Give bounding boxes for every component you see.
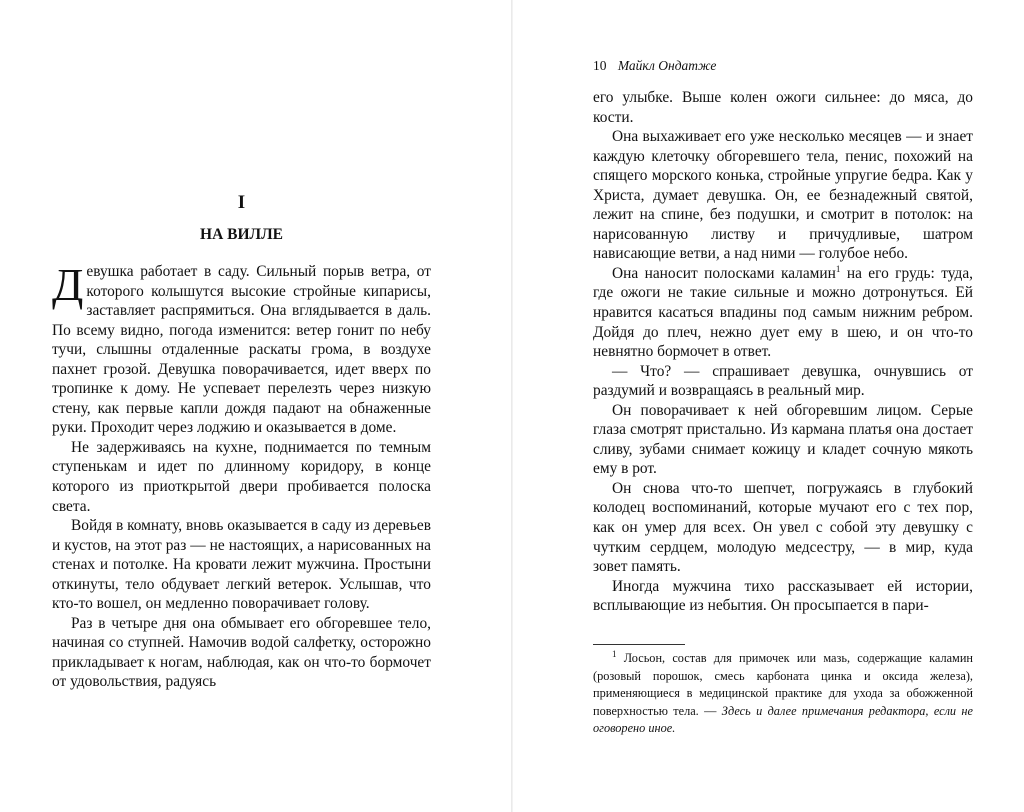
paragraph: Она выхаживает его уже несколько месяцев — и знает каждую клеточку обгоревшего тела, пенис, похожий на спящего морского конька, стройные упругие бедра. Как у Христа, думает девушка. Он, ее безнадежный святой, лежит на спине, без подушки, и смотрит в потолок: на нарисованную листву и причудливые, шатром нависающие ветви, а над ними — голубое небо. [593, 128, 973, 263]
paragraph-text: на его грудь: туда, где ожоги не такие сильные и можно дотронуться. Ей нравится касаться впадины под самым нижним ребром. Дойдя до плеч, нежно дует ему в шею, и он что-то невнятно бормочет в ответ. [593, 264, 973, 361]
paragraph-text: Она наносит полосками каламин [612, 264, 836, 282]
running-head-author: Майкл Ондатже [617, 58, 717, 73]
right-page [513, 0, 1024, 812]
chapter-number: I [237, 192, 246, 213]
footnote-number: 1 [612, 648, 617, 659]
paragraph [52, 259, 431, 438]
paragraph [593, 264, 973, 362]
paragraph: Он снова что-то шепчет, погружаясь в глубокий колодец воспоминаний, которые мучают его с тех пор, как он умер для всех. Он увел с собой эту девушку с чутким сердцем, молодую медсестру, — в мир, куда зовет память. [593, 479, 973, 576]
right-page-body [593, 88, 973, 616]
footnote-text: Лосьон, состав для примочек или мазь, содержащие каламин (розовый порошок, смесь карбоната цинка и оксида железа), применяющиеся в медицинской практике для ухода за обожженной поверхностью тела. — [593, 651, 973, 718]
paragraph: Он поворачивает к ней обгоревшим лицом. Серые глаза смотрят пристально. Из кармана платья она достает сливу, зубами снимает кожицу и кладет сочную мякоть ему в рот. [593, 401, 973, 478]
paragraph: Иногда мужчина тихо рассказывает ей истории, всплывающие из небытия. Он просыпается в пари- [593, 577, 973, 615]
page-number: 10 [593, 58, 607, 73]
left-page [0, 0, 511, 812]
paragraph: — Что? — спрашивает девушка, очнувшись от раздумий и возвращаясь в реальный мир. [593, 362, 973, 400]
drop-cap: Д [52, 259, 84, 310]
paragraph: Не задерживаясь на кухне, поднимается по темным ступенькам и идет по длинному коридору, в конце которого из приоткрытой двери пробивается полоска света. [52, 438, 431, 515]
footnote-marker: 1 [835, 263, 841, 274]
footnote-divider [593, 644, 685, 645]
paragraph: Войдя в комнату, вновь оказывается в саду из деревьев и кустов, на этот раз — не настоящих, а нарисованных на стенах и потолке. На кровати лежит мужчина. Простыни откинуты, тело обдувает легкий ветерок. Услышав, что кто-то вошел, он медленно поворачивает голову. [52, 517, 431, 613]
footnote [593, 650, 973, 738]
paragraph: Раз в четыре дня она обмывает его обгоревшее тело, начиная со ступней. Намочив водой салфетку, осторожно прикладывает к ногам, наблюдая, как он что-то бормочет от удовольствия, радуясь [52, 614, 431, 691]
footnote-editor-note: Здесь и далее примечания редактора, если не оговорено иное. [593, 703, 973, 736]
left-page-body [52, 259, 431, 692]
running-head [593, 58, 716, 74]
paragraph-text: евушка работает в саду. Сильный порыв ветра, от которого колышутся высокие стройные кипарисы, заставляет распрямиться. Она вглядывается в даль. По всему видно, погода изменится: ветер гонит по небу тучи, слышны отдаленные раскаты грома, в воздухе пахнет грозой. Девушка поворачивается, идет вверх по тропинке к дому. Не успевает перелезть через низкую стену, как первые капли дождя падают на обнаженные руки. Проходит через лоджию и оказывается в доме. [52, 263, 431, 437]
paragraph: его улыбке. Выше колен ожоги сильнее: до мяса, до кости. [593, 89, 973, 126]
chapter-title: НА ВИЛЛЕ [200, 226, 283, 243]
